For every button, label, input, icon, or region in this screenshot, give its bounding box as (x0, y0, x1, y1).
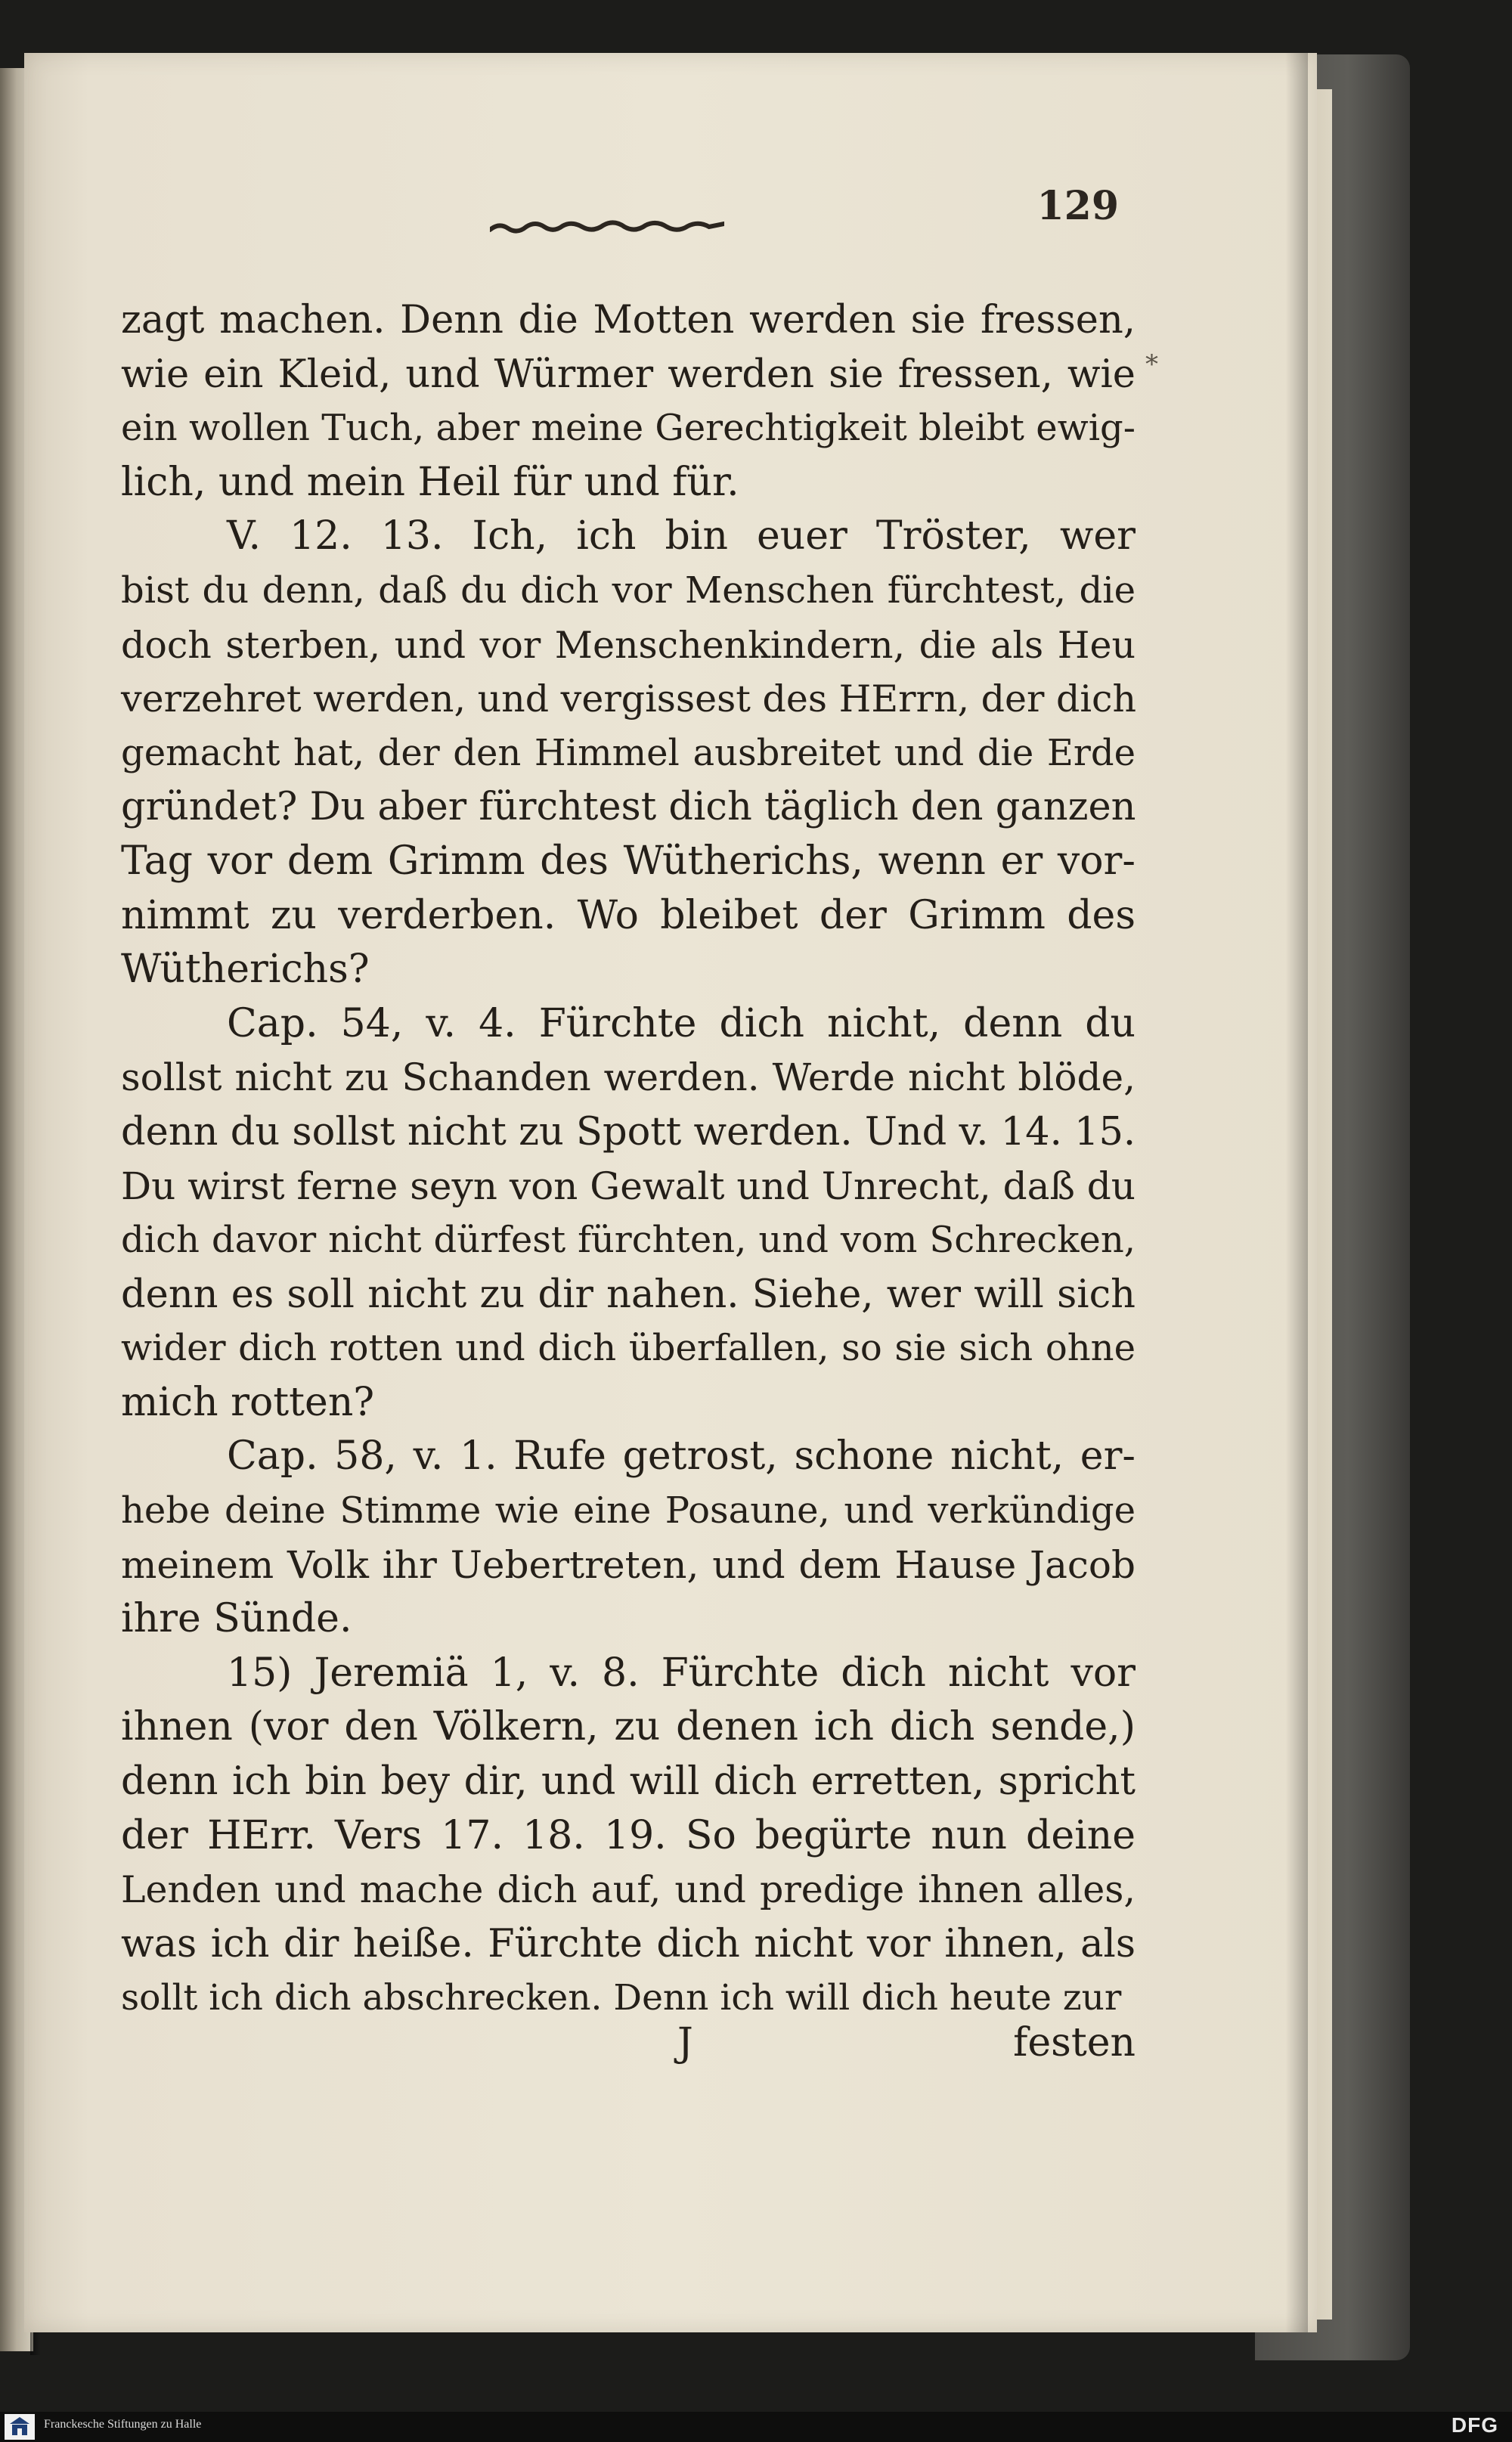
library-name: Franckesche Stiftungen zu Halle (44, 2418, 202, 2431)
catchword: festen (1013, 2020, 1136, 2065)
text-line: nimmt zu verderben. Wo bleibet der Grimm des (121, 892, 1136, 938)
text-line: ihnen (vor den Völkern, zu denen ich dich sende,) (121, 1704, 1136, 1750)
text-line: wider dich rotten und dich überfallen, so sie sich ohne (121, 1327, 1136, 1370)
paragraph (121, 997, 1136, 1430)
library-logo-icon (5, 2414, 35, 2440)
paragraph (121, 1647, 1136, 2025)
paragraph (121, 1430, 1136, 1646)
text-line: Du wirst ferne seyn von Gewalt und Unrecht, daß du (121, 1164, 1136, 1208)
text-line: mich rotten? (121, 1379, 375, 1425)
text-line: bist du denn, daß du dich vor Menschen fürchtest, die (121, 569, 1136, 612)
text-line: Cap. 58, v. 1. Rufe getrost, schone nicht, er- (227, 1433, 1136, 1480)
page-footer-line (121, 2020, 1136, 2075)
text-line: denn es soll nicht zu dir nahen. Siehe, wer will sich (121, 1272, 1136, 1317)
text-line: zagt machen. Denn die Motten werden sie fressen, (121, 298, 1136, 342)
header-ornament (490, 216, 724, 239)
margin-mark: * (1145, 349, 1158, 380)
text-line: sollst nicht zu Schanden werden. Werde nicht blöde, (121, 1055, 1136, 1100)
paragraph (121, 293, 1136, 510)
page-edge-shadow (1285, 53, 1308, 2332)
text-line: doch sterben, und vor Menschenkindern, die als Heu (121, 623, 1136, 667)
text-line: lich, und mein Heil für und für. (121, 459, 739, 505)
text-line: meinem Volk ihr Uebertreten, und dem Hause Jacob (121, 1542, 1136, 1587)
text-block (121, 293, 1136, 2025)
text-line: Cap. 54, v. 4. Fürchte dich nicht, denn du (227, 1000, 1136, 1046)
scan-footer-bar (0, 2412, 1512, 2442)
page-number: 129 (1036, 183, 1119, 229)
text-line: was ich dir heiße. Fürchte dich nicht vor ihnen, als (121, 1921, 1136, 1966)
text-line: Tag vor dem Grimm des Wütherichs, wenn er vor- (121, 838, 1136, 884)
text-line: Lenden und mache dich auf, und predige ihnen alles, (121, 1868, 1136, 1912)
text-line: gemacht hat, der den Himmel ausbreitet und die Erde (121, 731, 1136, 774)
text-line: verzehret werden, und vergissest des HErrn, der dich (121, 677, 1137, 721)
text-line: 15) Jeremiä 1, v. 8. Fürchte dich nicht vor (227, 1650, 1136, 1696)
text-line: V. 12. 13. Ich, ich bin euer Tröster, wer (227, 513, 1136, 559)
text-line: sollt ich dich abschrecken. Denn ich will dich heute zur (121, 1977, 1122, 2019)
paragraph (121, 510, 1136, 996)
signature-mark: J (677, 2020, 693, 2065)
text-line: denn du sollst nicht zu Spott werden. Und v. 14. 15. (121, 1109, 1136, 1154)
text-line: denn ich bin bey dir, und will dich erretten, spricht (121, 1759, 1136, 1805)
dfg-logo: DFG (1451, 2413, 1498, 2437)
text-line: hebe deine Stimme wie eine Posaune, und verkündige (121, 1489, 1136, 1532)
text-line: wie ein Kleid, und Würmer werden sie fressen, wie (121, 352, 1136, 397)
text-line: der HErr. Vers 17. 18. 19. So begürte nun deine (121, 1812, 1136, 1858)
text-line: dich davor nicht dürfest fürchten, und vom Schrecken, (121, 1219, 1136, 1262)
text-line: ihre Sünde. (121, 1596, 352, 1642)
text-line: gründet? Du aber fürchtest dich täglich den ganzen (121, 785, 1136, 830)
text-line: Wütherichs? (121, 947, 370, 993)
text-line: ein wollen Tuch, aber meine Gerechtigkeit bleibt ewig- (121, 407, 1136, 450)
